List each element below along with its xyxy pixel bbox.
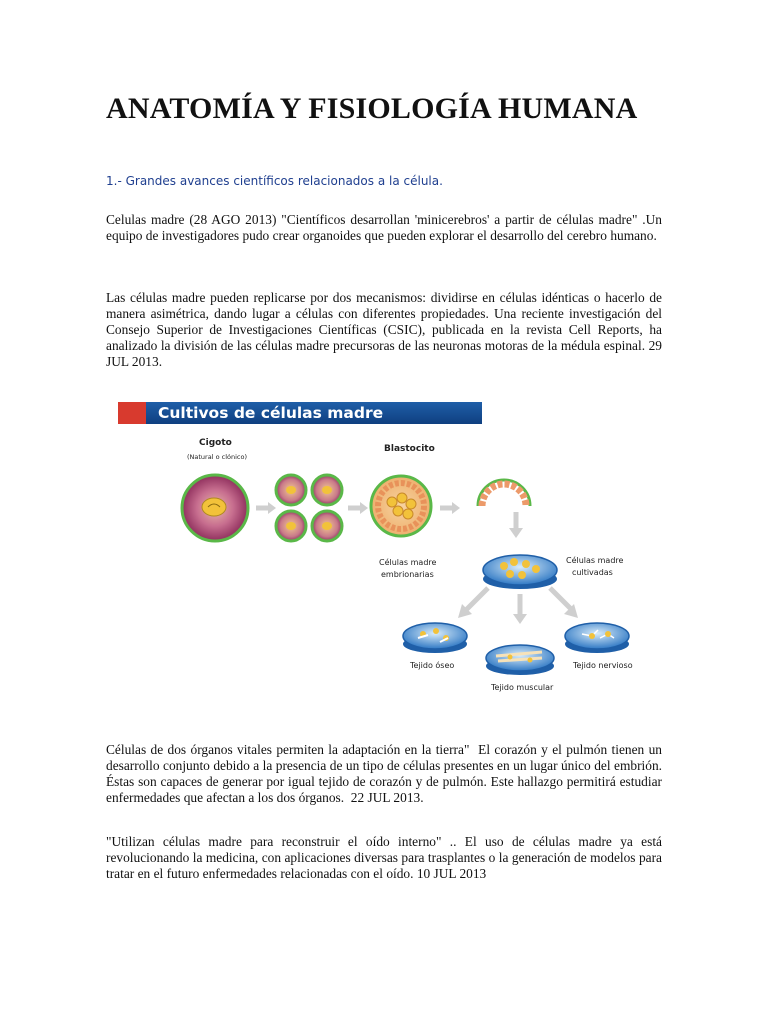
paragraph-replicacion: [106, 290, 666, 370]
open-blastocyst-icon: [478, 480, 530, 506]
label-cultivadas-1: Células madre: [566, 556, 624, 565]
section-heading: 1.- Grandes avances científicos relacionados a la célula.: [106, 174, 443, 188]
arrow-head-icon: [268, 502, 276, 514]
muscle-tissue-dish-icon: [486, 645, 554, 675]
arrow-head-icon: [360, 502, 368, 514]
arrow-head-icon: [513, 614, 527, 624]
label-embrionarias-2: embrionarias: [381, 570, 434, 579]
bone-tissue-dish-icon: [403, 623, 467, 653]
paragraph-organos-vitales: [106, 742, 666, 806]
paragraph-text: "Utilizan células madre para reconstruir el oído interno" .. El uso de células madre ya está revolucionando la medicina, con aplicaciones diversas para trasplantes o la generación de modelos para tratar en el futuro enfermedades relacionadas con el oído. 10 JUL 2013: [106, 834, 666, 881]
paragraph-text: Células de dos órganos vitales permiten la adaptación en la tierra" El corazón y el pulmón tienen un desarrollo conjunto debido a la presencia de un tipo de células presentes en un lugar único del embrión. Éstas son capaces de generar por igual tejido de corazón y de pulmón. Este hallazgo permitirá estudiar enfermedades que afectan a los dos órganos. 22 JUL 2013.: [106, 742, 666, 805]
paragraph-oido-interno: [106, 834, 666, 882]
cultured-cells-dish-icon: [483, 555, 557, 589]
label-cultivadas-2: cultivadas: [572, 568, 613, 577]
nerve-tissue-dish-icon: [565, 623, 629, 653]
arrow-icon: [464, 588, 488, 612]
label-cigoto: Cigoto: [199, 438, 232, 448]
label-embrionarias-1: Células madre: [379, 558, 437, 567]
blastocyst-icon: [371, 476, 431, 536]
paragraph-minicerebros: [106, 212, 666, 244]
label-tejido-oseo: Tejido óseo: [410, 661, 455, 670]
four-cell-stage-icon: [276, 475, 342, 541]
figure-banner: Cultivos de células madre: [146, 402, 482, 424]
arrow-icon: [550, 588, 572, 610]
arrow-head-icon: [509, 528, 523, 538]
label-tejido-muscular: Tejido muscular: [491, 683, 554, 692]
label-tejido-nervioso: Tejido nervioso: [573, 661, 633, 670]
paragraph-text: Celulas madre (28 AGO 2013) "Científicos desarrollan 'minicerebros' a partir de células madre" .Un equipo de investigadores pudo crear organoides que pueden explorar el desarrollo del cerebro humano.: [106, 212, 666, 243]
stem-cell-figure: [118, 398, 658, 698]
page-title: ANATOMÍA Y FISIOLOGÍA HUMANA: [106, 92, 638, 125]
label-blastocito: Blastocito: [384, 444, 435, 454]
paragraph-text: Las células madre pueden replicarse por dos mecanismos: dividirse en células idénticas o hacerlo de manera asimétrica, dando lugar a células con diferentes propiedades. Una reciente investigación del Consejo Superior de Investigaciones Científicas (CSIC), publicada en la revista Cell Reports, ha analizado la división de las células madre precursoras de las neuronas motoras de la médula espinal. 29 JUL 2013.: [106, 290, 666, 369]
arrow-head-icon: [452, 502, 460, 514]
zygote-icon: [182, 475, 248, 541]
label-cigoto-note: (Natural o clónico): [187, 453, 247, 461]
